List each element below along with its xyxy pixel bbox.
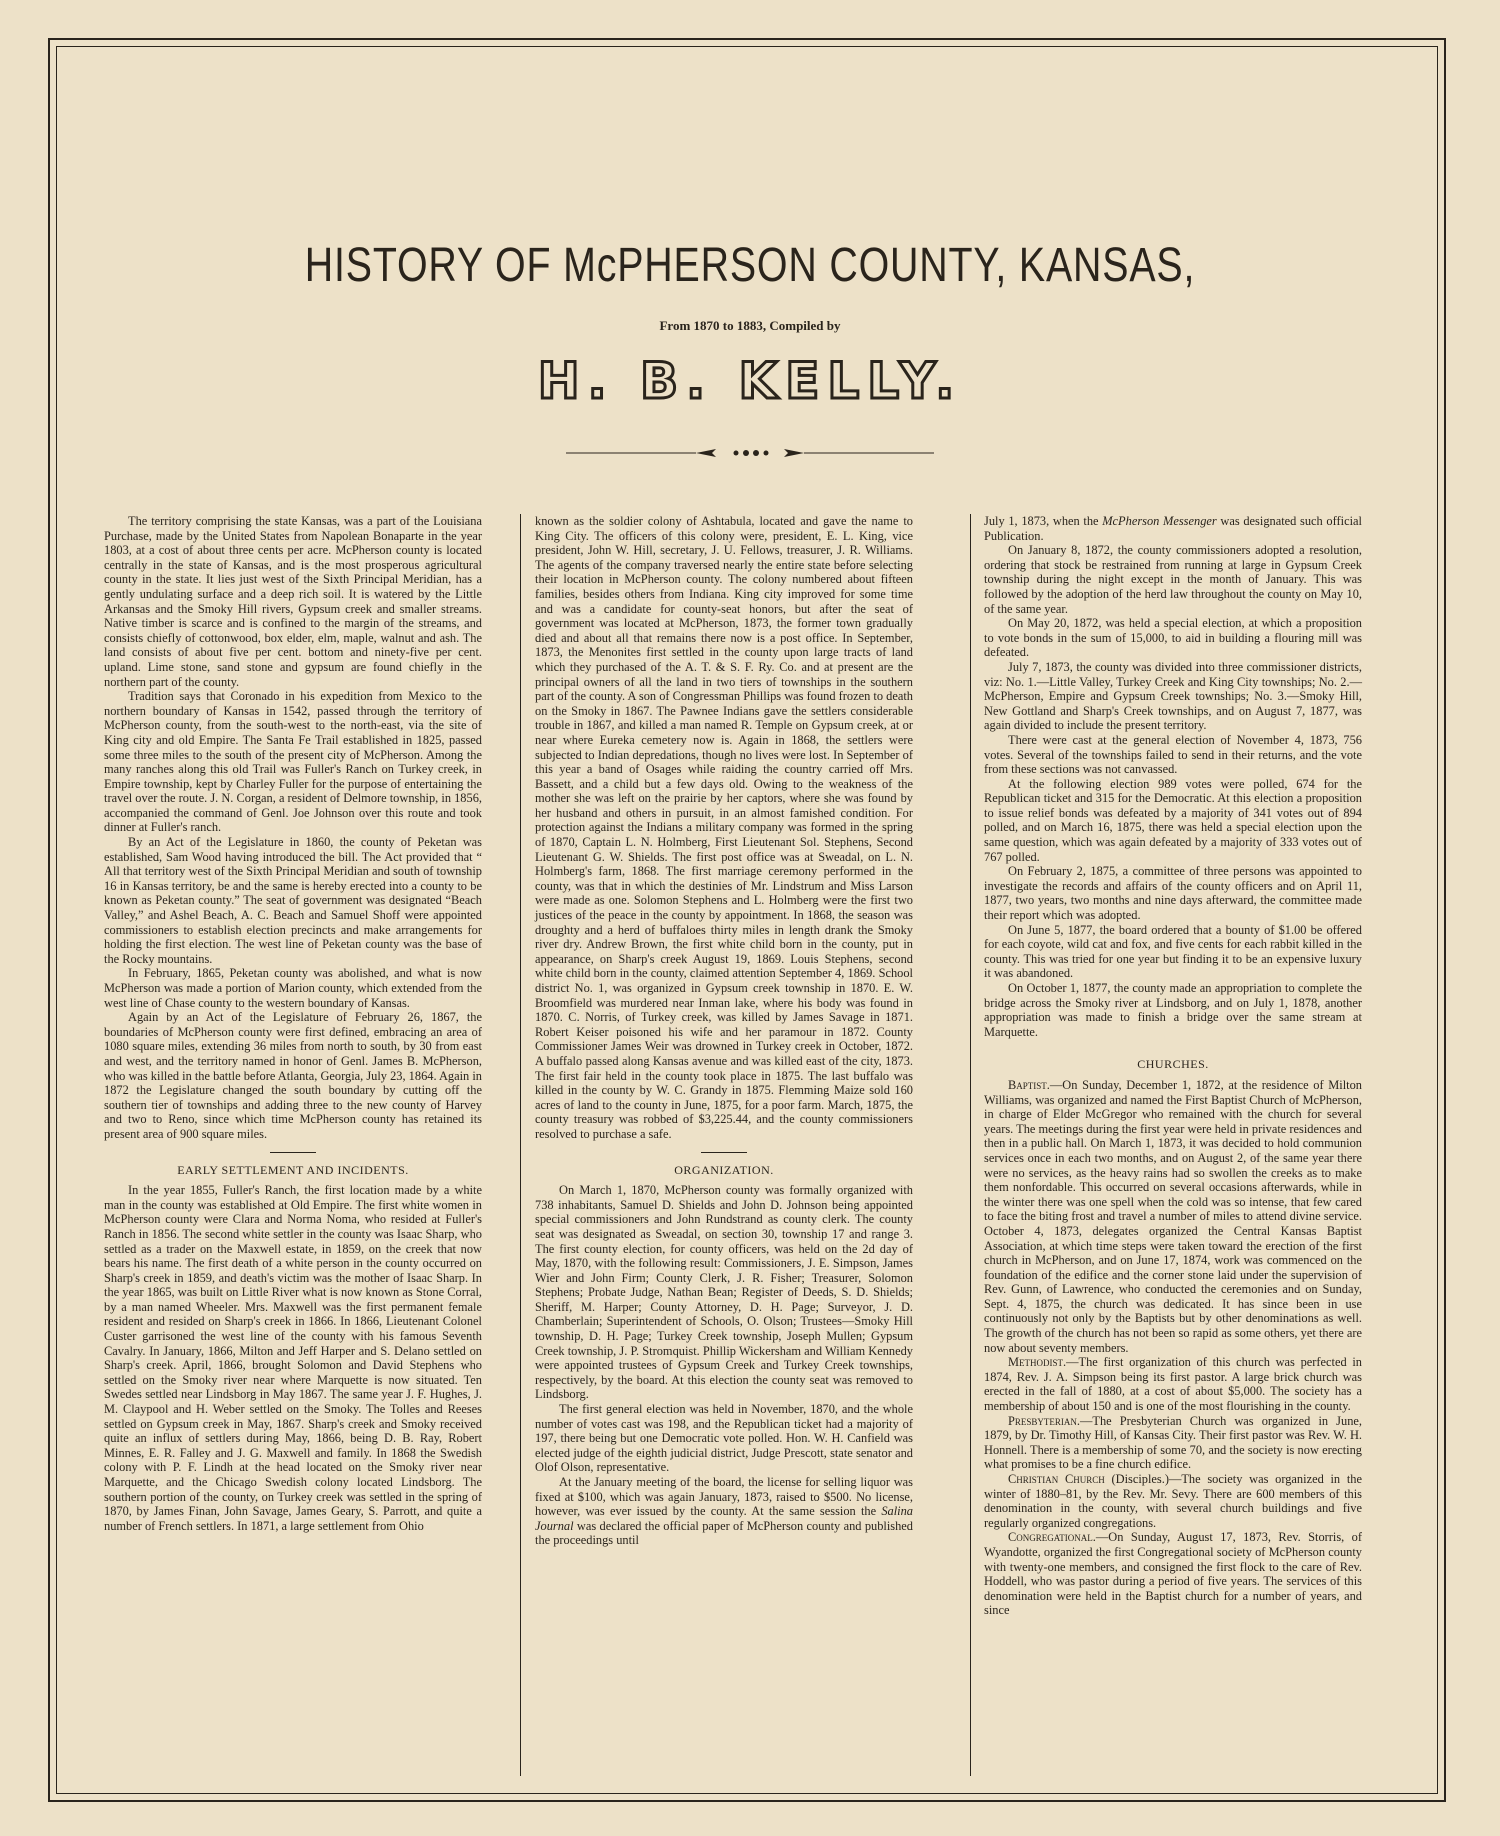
section-heading: EARLY SETTLEMENT AND INCIDENTS.	[177, 1162, 409, 1177]
author-name: H. B. KELLY.	[537, 352, 963, 410]
denomination-label: Baptist.	[1008, 1077, 1050, 1092]
paragraph: There were cast at the general election of November 4, 1873, 756 votes. Several of the townships failed to send in their returns, and the vote from these sections was not canvassed.	[984, 732, 1362, 777]
paragraph: By an Act of the Legislature in 1860, the county of Peketan was established, Sam Wood having introduced the bill. The Act provided that “ All that territory west of the Sixth Principal Meridian and south of township 16 in Kansas territory, be and the same is hereby erected into a county to be known as Peketan county.” The seat of government was designated “Beach Valley,” and Ashel Beach, A. C. Beach and Samuel Shoff were appointed commissioners to establish election precincts and make arrangements for holding the first election. The west line of Peketan county was the base of the Rocky mountains.	[104, 835, 482, 966]
section-heading: ORGANIZATION.	[674, 1162, 774, 1177]
paragraph: On March 1, 1870, McPherson county was formally organized with 738 inhabitants, Samuel D. Shields and John D. Johnson being appointed special commissioners and John Rundstrand as county clerk. The county seat was designated as Sweadal, on section 30, township 17 and range 3. The first county election, for county officers, was held on the 2d day of May, 1870, with the following result: Commissioners, J. E. Simpson, James Wier and John Firm; County Clerk, J. R. Fisher; Treasurer, Solomon Stephens; Probate Judge, Nathan Bean; Register of Deeds, S. D. Shields; Sheriff, M. Harper; County Attorney, D. H. Page; Surveyor, J. D. Chamberlain; Superintendent of Schools, O. Olson; Trustees—Smoky Hill township, D. H. Page; Turkey Creek township, Joseph Mullen; Gypsum Creek township, J. P. Stromquist. Phillip Wickersham and William Kennedy were appointed trustees of Gypsum Creek and Turkey Creek townships, respectively, by the board. At this election the county seat was removed to Lindsborg.	[535, 1183, 913, 1402]
text-run: —The Presbyterian Church was organized in June, 1879, by Dr. Timothy Hill, of Kansas City. Their first pastor was Rev. W. H. Honnell. There is a membership of some 70, and the society is now erecting what promises to be a fine church edifice.	[984, 1413, 1362, 1472]
ornament-divider-icon	[566, 446, 934, 460]
column-2	[535, 514, 913, 1548]
paragraph: In February, 1865, Peketan county was abolished, and what is now McPherson was made a portion of Marion county, which extended from the west line of Chase county to the western boundary of Kansas.	[104, 966, 482, 1010]
denomination-label: Christian Church	[1008, 1472, 1105, 1486]
text-run: (Disciples.)—The society was organized in the winter of 1880–81, by the Rev. Mr. Sevy. There are 600 members of this denomination in the county, with several church buildings and five regularly organized congregations.	[984, 1472, 1362, 1530]
text-run: —The first organization of this church was perfected in 1874, Rev. J. A. Simpson being its first pastor. A large brick church was erected in the fall of 1880, at a cost of about $5,000. The society has a membership of about 150 and is one of the most flourishing in the county.	[984, 1355, 1362, 1414]
paragraph: The first general election was held in November, 1870, and the whole number of votes cast was 198, and the Republican ticket had a majority of 197, there being but one Democratic vote polled. Hon. W. H. Canfield was elected judge of the eighth judicial district, Judge Prescott, state senator and Olof Olson, representative.	[535, 1402, 913, 1475]
denomination-label: Presbyterian.	[1008, 1413, 1080, 1428]
paragraph: known as the soldier colony of Ashtabula, located and gave the name to King City. The officers of this colony were, president, E. L. King, vice president, John W. Hill, secretary, J. U. Fellows, treasurer, J. R. Williams. The agents of the company traversed nearly the entire state before selecting their location in McPherson county. The colony numbered about fifteen families, besides others from Indiana. King city improved for some time and was a candidate for county-seat honors, but after the seat of government was located at McPherson, 1873, the former town gradually died and about all that remains there now is a post office. In September, 1873, the Menonites first settled in the county upon large tracts of land which they purchased of the A. T. & S. F. Ry. Co. and at present are the principal owners of all the land in two tiers of townships in the southern part of the county. A son of Congressman Phillips was found frozen to death on the Smoky in 1867. The Pawnee Indians gave the settlers considerable trouble in 1867, and killed a man named R. Temple on Gypsum creek, at or near where Eureka cemetery now is. Again in 1868, the settlers were subjected to Indian depredations, though no lives were lost. In September of this year a band of Osages while raiding the country carried off Mrs. Bassett, and a child but a few days old. Owing to the weakness of the mother she was left on the prairie by her captors, where she was found by her husband and others in pursuit, in an almost famished condition. For protection against the Indians a military company was formed in the spring of 1870, Captain L. N. Holmberg, First Lieutenant Sol. Stephens, Second Lieutenant G. W. Shields. The first post office was at Sweadal, on L. N. Holmberg's farm, 1868. The first marriage ceremony performed in the county, was that in which the destinies of Mr. Lindstrum and Miss Larson were made as one. Solomon Stephens and L. Holmberg were the first two justices of the peace in the county by appointment. In 1868, the season was droughty and a herd of buffaloes thirty miles in length drank the Smoky river dry. Andrew Brown, the first white child born in the county, put in appearance, on Sharp's creek August 19, 1869. Louis Stephens, second white child born in the county, claimed attention September 4, 1869. School district No. 1, was organized in Gypsum creek township in 1870. E. W. Broomfield was murdered near Inman lake, where his body was found in 1870. C. Norris, of Turkey creek, was killed by James Savage in 1871. Robert Keiser poisoned his wife and her paramour in 1872. County Commissioner James Weir was drowned in Turkey creek in October, 1872. A buffalo passed along Kansas avenue and was killed east of the city, 1873. The first fair held in the county took place in 1875. The last buffalo was killed in the county by W. C. Grandy in 1875. Flemming Maize sold 160 acres of land to the county in June, 1875, for a poor farm. March, 1875, the county treasury was robbed of $3,225.44, and the county commissioners resolved to purchase a safe.	[535, 514, 913, 1141]
paragraph	[984, 1078, 1362, 1355]
paragraph: Tradition says that Coronado in his expedition from Mexico to the northern boundary of Kansas in 1542, passed through the territory of McPherson county, from the south-west to the north-east, via the site of King city and old Empire. The Santa Fe Trail established in 1825, passed some three miles to the south of the present city of McPherson. Among the many ranches along this old Trail was Fuller's Ranch on Turkey creek, in Empire township, kept by Charley Fuller for the purpose of entertaining the travel over the route. J. N. Corgan, a resident of Delmore township, in 1856, accompanied the command of Genl. Joe Johnson over this route and took dinner at Fuller's ranch.	[104, 689, 482, 835]
denomination-label: Methodist.	[1008, 1355, 1067, 1370]
newspaper-name: McPherson Messenger	[1102, 514, 1217, 528]
paragraph: In the year 1855, Fuller's Ranch, the first location made by a white man in the county was established at Old Empire. The first white women in McPherson county were Clara and Norma Noma, who resided at Fuller's Ranch in 1856. The second white settler in the county was Isaac Sharp, who settled as a trader on the Maxwell estate, in 1859, on the creek that now bears his name. The first death of a white person in the county occurred on Sharp's creek in 1859, and death's victim was the mother of Isaac Sharp. In the year 1865, was built on Little River what is now known as Stone Corral, by a man named Wheeler. Mrs. Maxwell was the first permanent female resident and resided on Sharp's creek in 1866. In 1866, Lieutenant Colonel Custer garrisoned the west line of the county with his famous Seventh Cavalry. In January, 1866, Milton and Jeff Harper and S. Delano settled on Sharp's creek. April, 1866, brought Solomon and David Stephens who settled on the Smoky river near where Marquette is now situated. Ten Swedes settled near Lindsborg in May 1867. The same year J. F. Hughes, J. M. Claypool and H. Weber settled on the Smoky. The Tolles and Reeses settled on Gypsum creek in May, 1867. Sharp's creek and Smoky received quite an influx of settlers during May, 1866, being D. B. Ray, Robert Minnes, E. R. Falley and J. G. Maxwell and family. In 1868 the Swedish colony with P. F. Lindh at the head located on the Smoky river near Marquette, and the Chicago Swedish colony located Lindsborg. The southern portion of the county, on Turkey creek was settled in the spring of 1870, by James Finan, John Savage, James Geary, S. Parrott, and quite a number of French settlers. In 1871, a large settlement from Ohio	[104, 1183, 482, 1533]
paragraph: On January 8, 1872, the county commissioners adopted a resolution, ordering that stock be restrained from running at large in Gypsum Creek township during the night except in the month of January. This was followed by the adoption of the herd law throughout the county on May 10, of the same year.	[984, 543, 1362, 616]
text-run: was declared the official paper of McPherson county and published the proceedings until	[535, 1518, 913, 1548]
text-run: —On Sunday, August 17, 1873, Rev. Storris, of Wyandotte, organized the first Congregational society of McPherson county with twenty-one members, and consigned the first flock to the care of Rev. Hoddell, who was pastor during a period of five years. The services of this denomination were held in the Baptist church for a number of years, and since	[984, 1530, 1362, 1618]
paragraph: The territory comprising the state Kansas, was a part of the Louisiana Purchase, made by the United States from Napolean Bonaparte in the year 1803, at a cost of about three cents per acre. McPherson county is located centrally in the state of Kansas, and is the most prosperous agricultural county in the state. It lies just west of the Sixth Principal Meridian, has a gently undulating surface and a deep rich soil. It is watered by the Little Arkansas and the Smoky Hill rivers, Gypsum creek and smaller streams. Native timber is scarce and is confined to the margin of the streams, and consists chiefly of cottonwood, box elder, elm, maple, walnut and ash. The land consists of about five per cent. bottom and ninety-five per cent. upland. Lime stone, sand stone and gypsum are found chiefly in the northern part of the county.	[104, 514, 482, 689]
column-separator	[970, 514, 971, 1776]
subtitle: From 1870 to 1883, Compiled by	[659, 318, 841, 333]
paragraph	[984, 1355, 1362, 1413]
paragraph	[984, 514, 1362, 543]
paragraph: On June 5, 1877, the board ordered that a bounty of $1.00 be offered for each coyote, wild cat and fox, and five cents for each rabbit killed in the county. This was tried for one year but finding it to be an expensive luxury it was abandoned.	[984, 922, 1362, 981]
text-run: —On Sunday, December 1, 1872, at the residence of Milton Williams, was organized and named the First Baptist Church of McPherson, in charge of Elder McGregor who remained with the church for several years. The meetings during the first year were held in private residences and then in a public hall. On March 1, 1873, it was decided to hold communion services once in each two months, and on August 2, of the same year there were no services, as the heavy rains had so swollen the creeks as to make them nonfordable. This occurred on several occasions afterwards, while in the winter there was one spell when the cold was so intense, that few cared to face the biting frost and travel a number of miles to attend divine service. October 4, 1873, delegates organized the Central Kansas Baptist Association, at which time steps were taken toward the erection of the first church in McPherson, and on June 17, 1874, work was commenced on the foundation of the edifice and the corner stone laid under the supervision of Rev. Gunn, of Lawrence, who conducted the ceremonies and on Sunday, Sept. 4, 1875, the church was dedicated. It has since been in use continuously not only by the Baptists but by other denominations as well. The growth of the church has not been so rapid as some others, yet there are now about seventy members.	[984, 1077, 1362, 1355]
paragraph	[535, 1475, 913, 1548]
paragraph	[984, 1530, 1362, 1618]
paragraph: On May 20, 1872, was held a special election, at which a proposition to vote bonds in the sum of 15,000, to aid in building a flouring mill was defeated.	[984, 616, 1362, 660]
section-heading: CHURCHES.	[1137, 1057, 1209, 1072]
section-rule	[701, 1152, 747, 1153]
denomination-label: Congregational.	[1008, 1530, 1096, 1545]
newspaper-name: Salina Journal	[535, 1504, 913, 1533]
column-1	[104, 514, 482, 1533]
column-3	[984, 514, 1362, 1618]
section-rule	[270, 1152, 316, 1153]
text-run: At the January meeting of the board, the license for selling liquor was fixed at $100, which was again January, 1873, raised to $500. No license, however, was ever issued by the county. At the same session the	[535, 1475, 913, 1519]
text-run: was designated such official Publication.	[984, 514, 1362, 543]
page-title: HISTORY OF McPHERSON COUNTY, KANSAS,	[304, 239, 1196, 292]
paragraph: On February 2, 1875, a committee of three persons was appointed to investigate the records and affairs of the county officers and on April 11, 1877, two years, two months and nine days afterward, the committee made their report which was adopted.	[984, 864, 1362, 923]
column-separator	[520, 514, 521, 1776]
text-run: July 1, 1873, when the	[984, 514, 1103, 528]
paragraph: July 7, 1873, the county was divided into three commissioner districts, viz: No. 1.—Little Valley, Turkey Creek and King City townships; No. 2.—McPherson, Empire and Gypsum Creek townships; No. 3.—Smoky Hill, New Gottland and Sharp's Creek townships, and on August 7, 1877, was again divided to include the present territory.	[984, 659, 1362, 733]
paragraph: On October 1, 1877, the county made an appropriation to complete the bridge across the Smoky river at Lindsborg, and on July 1, 1878, another appropriation was made to finish a bridge over the same stream at Marquette.	[984, 981, 1362, 1039]
paragraph	[984, 1472, 1362, 1530]
paragraph: Again by an Act of the Legislature of February 26, 1867, the boundaries of McPherson county were first defined, embracing an area of 1080 square miles, extending 36 miles from north to south, by 30 from east and west, and the territory named in honor of Genl. James B. McPherson, who was killed in the battle before Atlanta, Georgia, July 23, 1864. Again in 1872 the Legislature changed the south boundary by cutting off the southern tier of townships and adding three to the new county of Harvey and two to Reno, since which time McPherson county has retained its present area of 900 square miles.	[104, 1010, 482, 1141]
paragraph	[984, 1414, 1362, 1472]
paragraph: At the following election 989 votes were polled, 674 for the Republican ticket and 315 for the Democratic. At this election a proposition to issue relief bonds was defeated by a majority of 341 votes out of 894 polled, and on March 16, 1875, there was held a special election upon the same question, which was again defeated by a majority of 333 votes out of 767 polled.	[984, 776, 1362, 864]
